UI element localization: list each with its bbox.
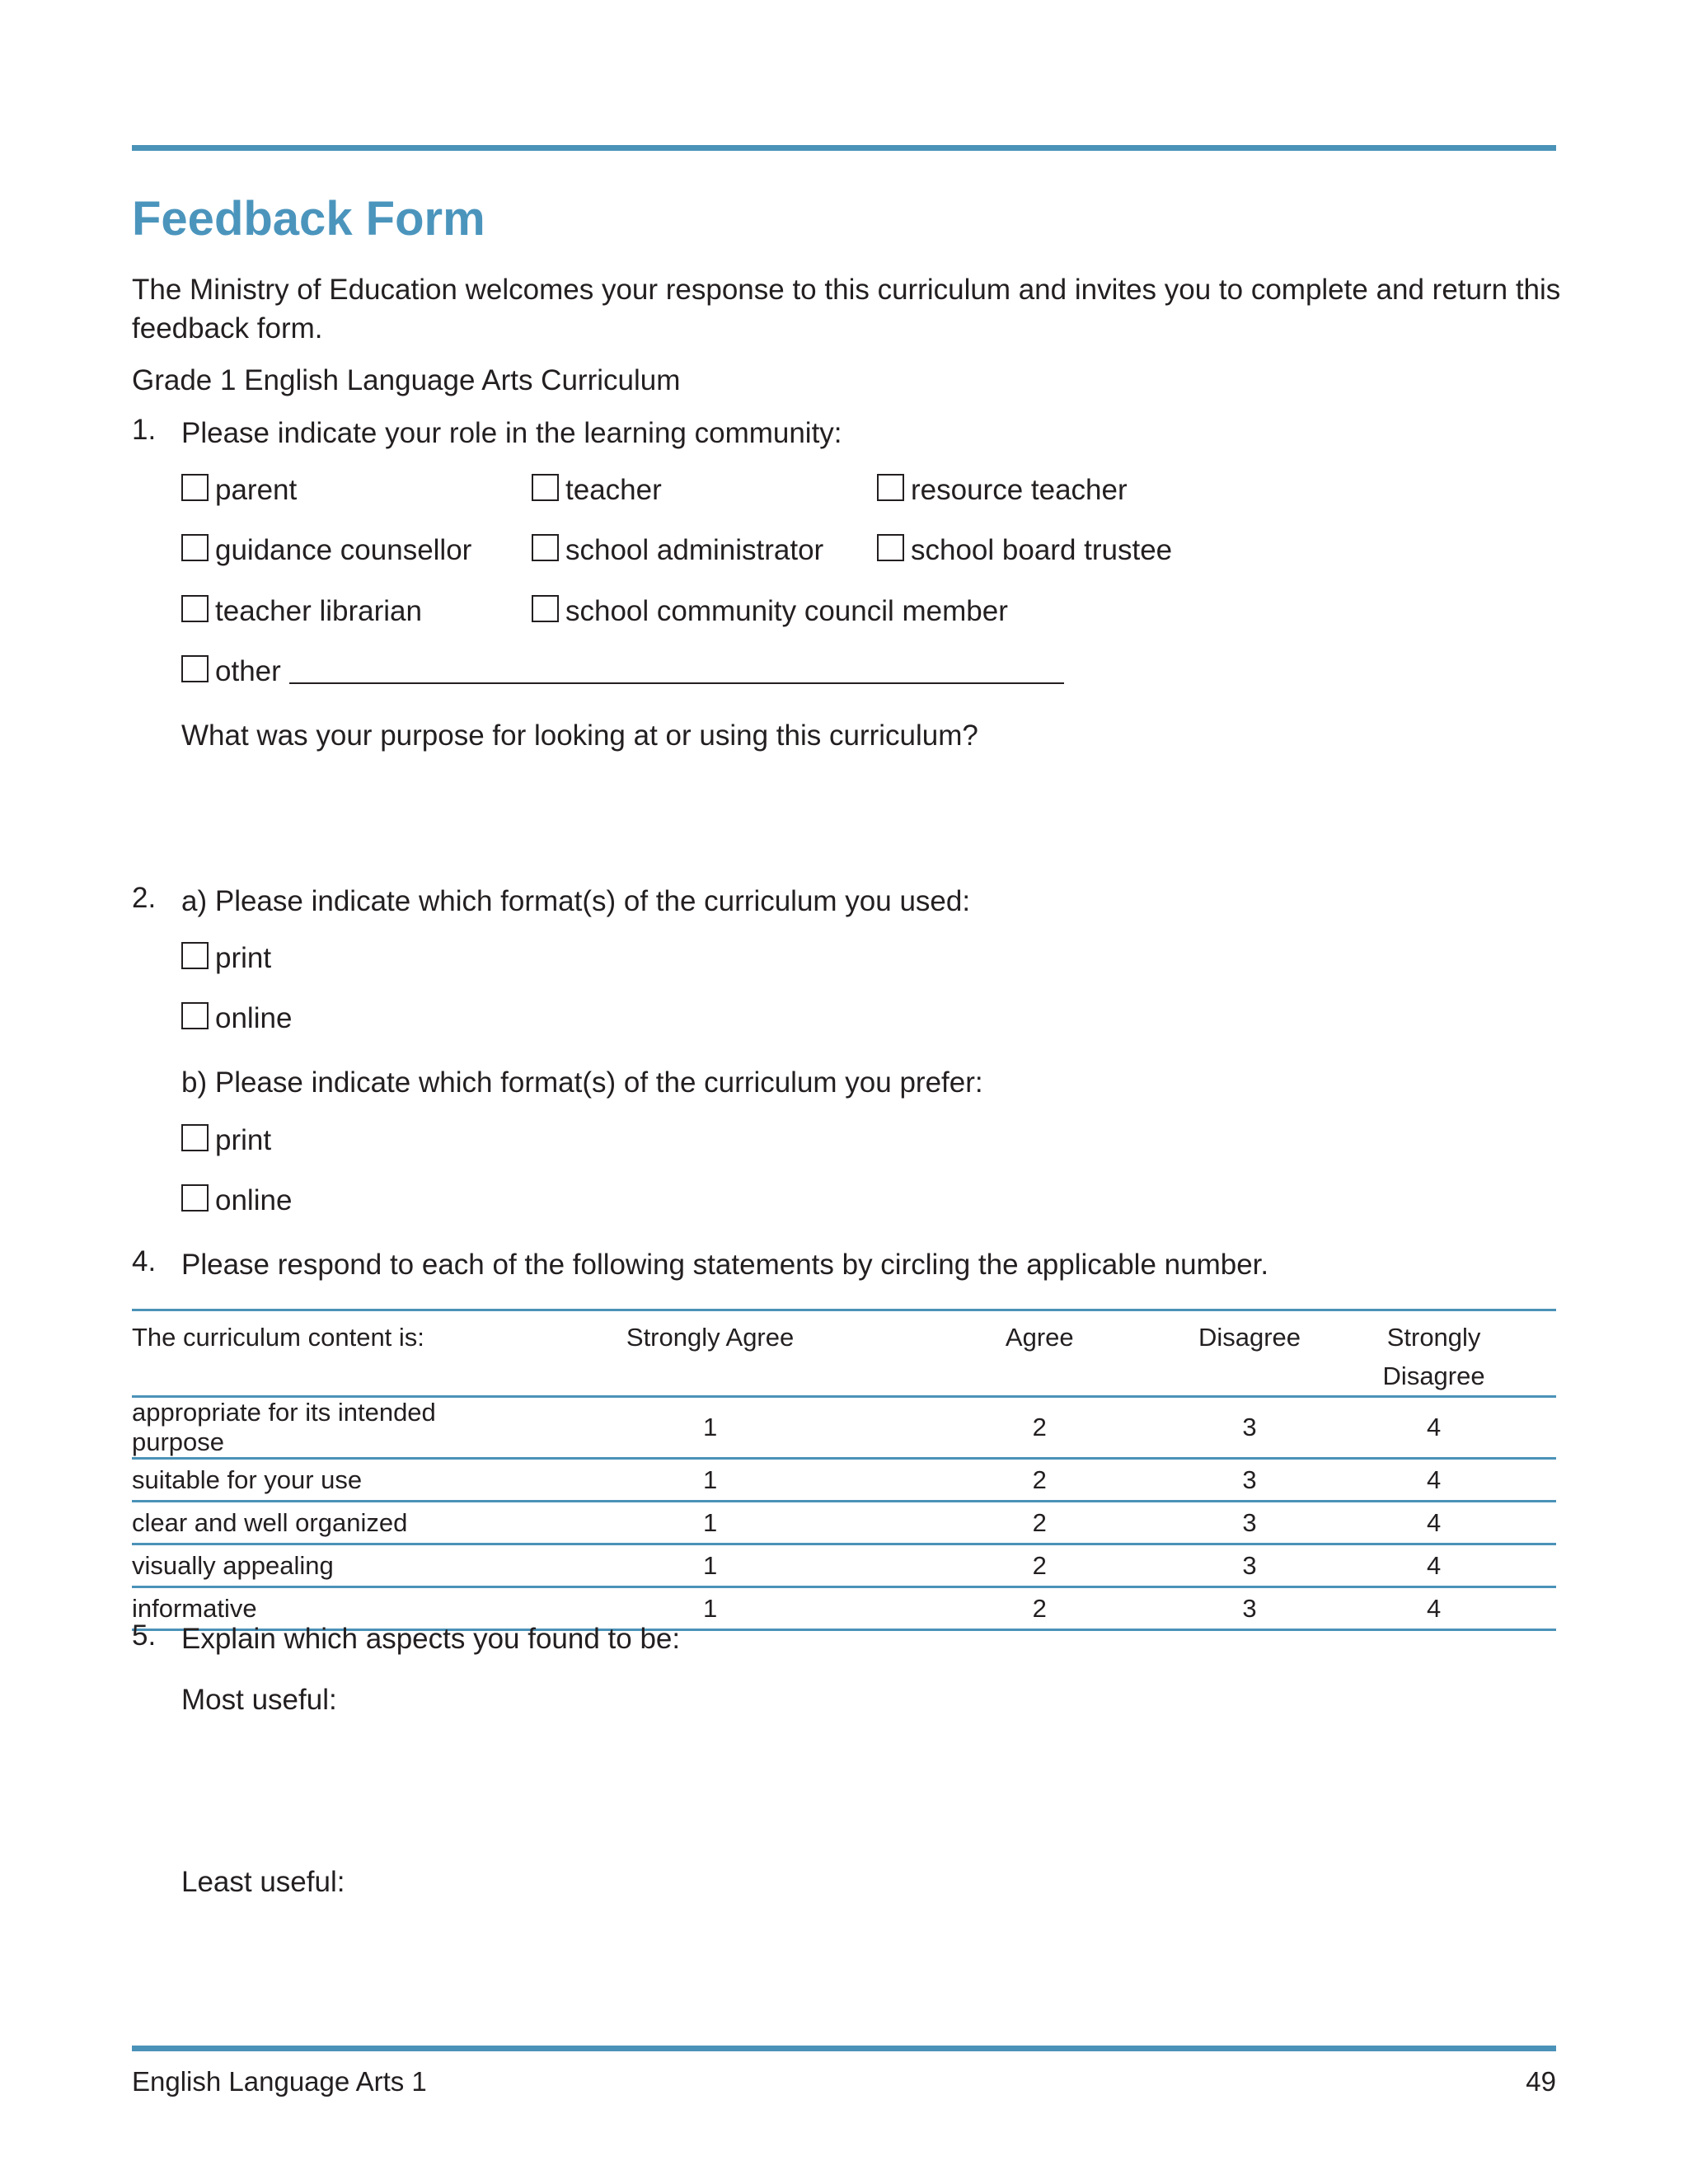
header-agree: Agree — [892, 1310, 1188, 1397]
other-blank-line[interactable] — [289, 656, 1064, 684]
rating-option-4[interactable]: 4 — [1311, 1397, 1556, 1459]
header-disagree: Disagree — [1188, 1310, 1311, 1397]
role-label: school administrator — [565, 534, 824, 566]
role-label: school board trustee — [911, 534, 1173, 566]
statement-cell: visually appealing — [132, 1544, 528, 1587]
statement-cell: suitable for your use — [132, 1459, 528, 1502]
format-label: print — [215, 942, 272, 974]
header-strongly-disagree — [1311, 1310, 1556, 1397]
table-row — [132, 1459, 1556, 1502]
rating-option-2[interactable]: 2 — [892, 1502, 1188, 1544]
checkbox[interactable] — [532, 474, 559, 501]
most-useful-answer-area[interactable] — [181, 1727, 1550, 1858]
footer-title: English Language Arts 1 — [132, 2066, 427, 2097]
table-row — [132, 1502, 1556, 1544]
checkbox[interactable] — [877, 474, 904, 501]
rating-option-3[interactable]: 3 — [1188, 1587, 1311, 1630]
rating-option-3[interactable]: 3 — [1188, 1397, 1311, 1459]
page-title: Feedback Form — [132, 192, 485, 246]
role-option-school-board-trustee[interactable] — [877, 534, 1172, 567]
checkbox[interactable] — [181, 1002, 209, 1029]
format-used-print[interactable] — [181, 942, 271, 975]
role-option-parent[interactable] — [181, 474, 297, 507]
format-used-online[interactable] — [181, 1002, 292, 1035]
role-option-resource-teacher[interactable] — [877, 474, 1128, 507]
role-label: teacher librarian — [215, 595, 422, 627]
role-option-school-administrator[interactable] — [532, 534, 823, 567]
page-number: 49 — [1526, 2066, 1556, 2097]
q2-part-b: b) Please indicate which format(s) of the curriculum you prefer: — [181, 1066, 983, 1099]
most-useful-label: Most useful: — [181, 1684, 337, 1716]
q5-number: 5. — [132, 1619, 157, 1652]
rating-option-1[interactable]: 1 — [528, 1459, 891, 1502]
format-preferred-online[interactable] — [181, 1184, 292, 1217]
rating-option-2[interactable]: 2 — [892, 1459, 1188, 1502]
table-row — [132, 1544, 1556, 1587]
rating-option-3[interactable]: 3 — [1188, 1502, 1311, 1544]
rating-option-3[interactable]: 3 — [1188, 1544, 1311, 1587]
header-disagree-2: Disagree — [1382, 1361, 1485, 1390]
rating-option-4[interactable]: 4 — [1311, 1544, 1556, 1587]
role-label: teacher — [565, 474, 662, 506]
rating-table — [132, 1309, 1556, 1631]
q4-prompt: Please respond to each of the following statements by circling the applicable number. — [181, 1249, 1269, 1281]
rating-option-4[interactable]: 4 — [1311, 1502, 1556, 1544]
rating-option-3[interactable]: 3 — [1188, 1459, 1311, 1502]
rating-option-4[interactable]: 4 — [1311, 1587, 1556, 1630]
checkbox[interactable] — [181, 474, 209, 501]
course-name: Grade 1 English Language Arts Curriculum — [132, 364, 681, 396]
rating-option-4[interactable]: 4 — [1311, 1459, 1556, 1502]
rating-option-1[interactable]: 1 — [528, 1502, 891, 1544]
top-rule — [132, 145, 1556, 151]
role-label: other — [215, 655, 281, 687]
q2-part-a: a) Please indicate which format(s) of the curriculum you used: — [181, 885, 971, 917]
q1-prompt: Please indicate your role in the learning community: — [181, 417, 842, 449]
role-option-guidance-counsellor[interactable] — [181, 534, 471, 567]
purpose-answer-area[interactable] — [181, 758, 1550, 874]
format-preferred-print[interactable] — [181, 1124, 271, 1157]
role-option-school-community-council-member[interactable] — [532, 595, 1008, 628]
rating-option-2[interactable]: 2 — [892, 1544, 1188, 1587]
checkbox[interactable] — [532, 595, 559, 622]
statement-cell: appropriate for its intended purpose — [132, 1397, 528, 1459]
header-strongly: Strongly — [1386, 1323, 1481, 1352]
header-strongly-agree: Strongly Agree — [528, 1310, 891, 1397]
role-option-teacher[interactable] — [532, 474, 662, 507]
role-option-teacher-librarian[interactable] — [181, 595, 422, 628]
statement-cell: clear and well organized — [132, 1502, 528, 1544]
checkbox[interactable] — [532, 534, 559, 561]
table-row — [132, 1397, 1556, 1459]
footer-rule — [132, 2046, 1556, 2051]
rating-option-2[interactable]: 2 — [892, 1587, 1188, 1630]
checkbox[interactable] — [181, 655, 209, 682]
q5-prompt: Explain which aspects you found to be: — [181, 1623, 681, 1655]
rating-option-1[interactable]: 1 — [528, 1397, 891, 1459]
checkbox[interactable] — [181, 1184, 209, 1212]
checkbox[interactable] — [181, 534, 209, 561]
checkbox[interactable] — [877, 534, 904, 561]
checkbox[interactable] — [181, 942, 209, 969]
rating-option-1[interactable]: 1 — [528, 1544, 891, 1587]
purpose-prompt: What was your purpose for looking at or using this curriculum? — [181, 719, 978, 752]
q4-number: 4. — [132, 1245, 157, 1277]
checkbox[interactable] — [181, 595, 209, 622]
rating-option-1[interactable]: 1 — [528, 1587, 891, 1630]
role-label: parent — [215, 474, 298, 506]
format-label: online — [215, 1002, 293, 1034]
least-useful-answer-area[interactable] — [181, 1908, 1550, 2040]
role-label: school community council member — [565, 595, 1008, 627]
role-label: guidance counsellor — [215, 534, 472, 566]
role-option-other[interactable] — [181, 655, 1064, 688]
header-statement: The curriculum content is: — [132, 1310, 528, 1397]
statement-cell: informative — [132, 1587, 528, 1630]
q1-number: 1. — [132, 414, 157, 446]
format-label: print — [215, 1124, 272, 1156]
q2-number: 2. — [132, 882, 157, 914]
table-header-row — [132, 1310, 1556, 1397]
least-useful-label: Least useful: — [181, 1866, 345, 1898]
intro-paragraph: The Ministry of Education welcomes your response to this curriculum and invites you to complete and return this feedback form. — [132, 274, 1561, 344]
rating-option-2[interactable]: 2 — [892, 1397, 1188, 1459]
format-label: online — [215, 1184, 293, 1216]
role-label: resource teacher — [911, 474, 1128, 506]
checkbox[interactable] — [181, 1124, 209, 1151]
